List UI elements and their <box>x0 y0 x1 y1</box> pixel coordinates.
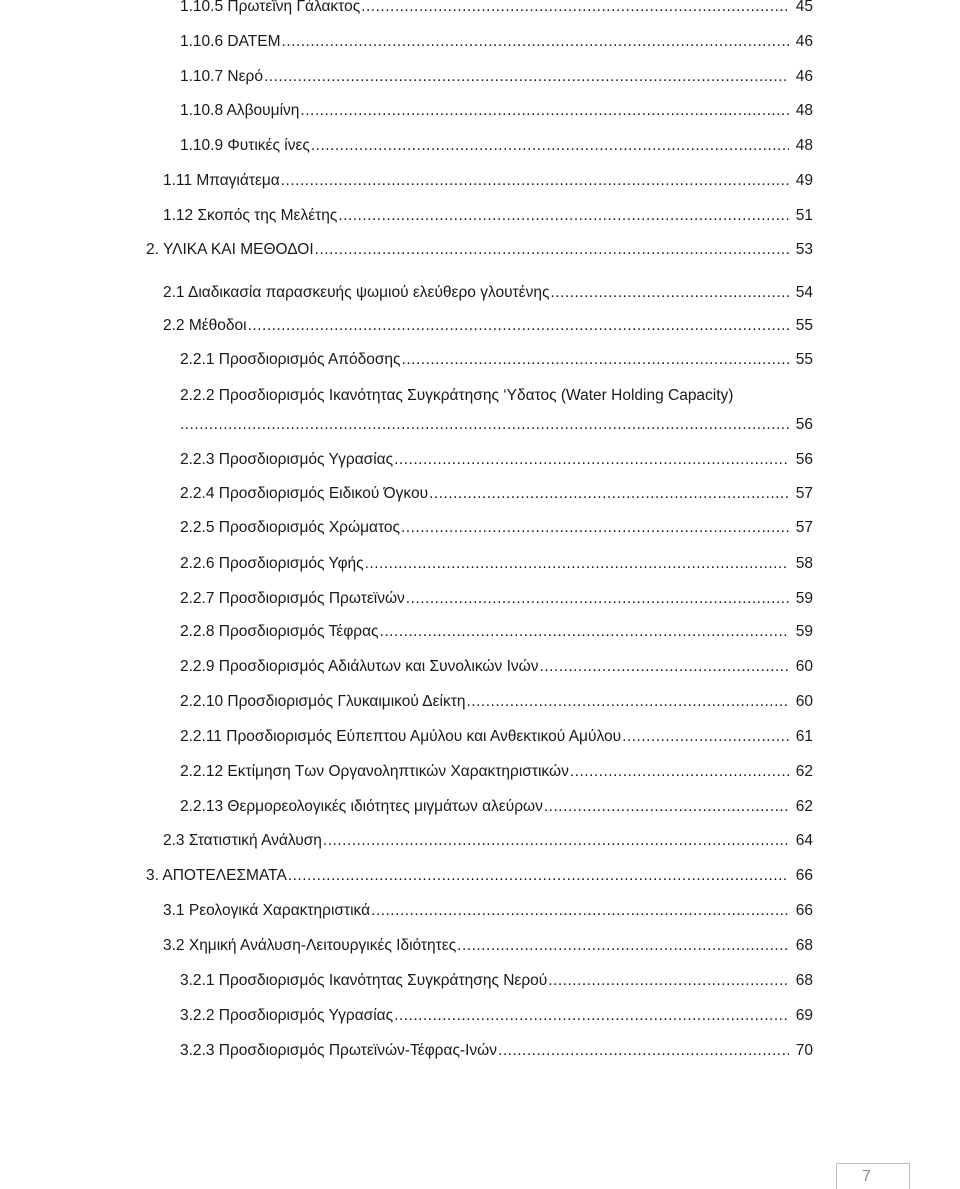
toc-dot-leader <box>406 589 789 609</box>
toc-entry-title: 2.2.8 Προσδιορισμός Τέφρας <box>180 623 379 640</box>
toc-entry-title: 2.2.12 Εκτίμηση Των Οργανοληπτικών Χαρακτηριστικών <box>180 763 569 780</box>
toc-entry-page: 69 <box>795 1007 813 1024</box>
toc-dot-leader <box>361 0 789 17</box>
toc-entry-page: 54 <box>795 284 813 301</box>
toc-entry-page: 56 <box>795 451 813 468</box>
toc-dot-leader <box>282 32 789 52</box>
toc-entry-page: 57 <box>795 519 813 536</box>
toc-entry-page: 46 <box>795 33 813 50</box>
toc-entry[interactable] <box>146 866 813 886</box>
toc-entry[interactable] <box>180 1041 813 1061</box>
toc-entry[interactable] <box>180 1006 813 1026</box>
toc-dot-leader <box>323 831 789 851</box>
toc-entry[interactable] <box>180 727 813 747</box>
toc-entry[interactable] <box>163 831 813 851</box>
toc-entry[interactable] <box>180 589 813 609</box>
page-number: 7 <box>862 1168 871 1185</box>
toc-entry-page: 68 <box>795 972 813 989</box>
toc-dot-leader <box>402 350 789 370</box>
toc-entry-page: 48 <box>795 102 813 119</box>
toc-entry[interactable] <box>180 762 813 782</box>
toc-entry-continuation[interactable] <box>180 415 813 435</box>
toc-dot-leader <box>264 67 789 87</box>
toc-dot-leader <box>622 727 789 747</box>
page-number-box <box>836 1163 910 1189</box>
toc-entry-title: 2.3 Στατιστική Ανάλυση <box>163 832 322 849</box>
toc-dot-leader <box>311 136 789 156</box>
toc-dot-leader <box>394 450 789 470</box>
toc-dot-leader <box>498 1041 789 1061</box>
toc-dot-leader <box>338 206 789 226</box>
toc-entry-page: 70 <box>795 1042 813 1059</box>
toc-dot-leader <box>380 622 789 642</box>
toc-dot-leader <box>371 901 789 921</box>
toc-entry-page: 60 <box>795 693 813 710</box>
toc-entry-title: 1.10.8 Αλβουμίνη <box>180 102 300 119</box>
toc-entry[interactable] <box>180 622 813 642</box>
toc-entry-page: 49 <box>795 172 813 189</box>
toc-entry-title: 2.2.3 Προσδιορισμός Υγρασίας <box>180 451 394 468</box>
toc-entry[interactable] <box>163 316 813 336</box>
toc-entry-title: 3.2.2 Προσδιορισμός Υγρασίας <box>180 1007 394 1024</box>
toc-entry-title: 1.10.5 Πρωτεΐνη Γάλακτος <box>180 0 361 15</box>
toc-entry[interactable] <box>180 797 813 817</box>
toc-entry-page: 48 <box>795 137 813 154</box>
toc-entry[interactable] <box>163 901 813 921</box>
toc-entry-page: 66 <box>795 867 813 884</box>
toc-entry-page: 66 <box>795 902 813 919</box>
toc-entry-page: 62 <box>795 763 813 780</box>
toc-entry[interactable] <box>180 136 813 156</box>
toc-entry[interactable] <box>180 67 813 87</box>
toc-entry-title: 1.11 Μπαγιάτεμα <box>163 172 280 189</box>
toc-entry[interactable] <box>163 936 813 956</box>
toc-entry-page: 61 <box>795 728 813 745</box>
toc-entry-title: 2.2.6 Προσδιορισμός Υφής <box>180 555 364 572</box>
toc-dot-leader <box>300 101 789 121</box>
toc-entry-title: 1.12 Σκοπός της Μελέτης <box>163 207 338 224</box>
toc-dot-leader <box>544 797 789 817</box>
toc-entry-title: 2.2.10 Προσδιορισμός Γλυκαιμικού Δείκτη <box>180 693 466 710</box>
toc-entry[interactable] <box>180 971 813 991</box>
toc-entry[interactable] <box>180 0 813 17</box>
toc-entry-page: 60 <box>795 658 813 675</box>
toc-entry[interactable] <box>180 518 813 538</box>
toc-entry-title: 3.2.3 Προσδιορισμός Πρωτεϊνών-Τέφρας-Ινών <box>180 1042 498 1059</box>
toc-entry[interactable] <box>180 554 813 574</box>
toc-entry[interactable] <box>180 657 813 677</box>
toc-dot-leader <box>315 240 789 260</box>
toc-dot-leader <box>281 171 789 191</box>
toc-entry-page: 53 <box>795 241 813 258</box>
toc-dot-leader <box>288 866 789 886</box>
toc-entry-page: 62 <box>795 798 813 815</box>
toc-entry-title: 2.2.4 Προσδιορισμός Ειδικού Όγκου <box>180 485 429 502</box>
toc-dot-leader <box>467 692 790 712</box>
toc-entry-page: 59 <box>795 623 813 640</box>
toc-entry[interactable] <box>163 206 813 226</box>
toc-entry-page: 55 <box>795 317 813 334</box>
toc-entry-title: 2.2.1 Προσδιορισμός Απόδοσης <box>180 351 401 368</box>
toc-entry[interactable] <box>180 484 813 504</box>
toc-entry-page: 51 <box>795 207 813 224</box>
toc-entry[interactable] <box>180 32 813 52</box>
toc-entry-title: 2. ΥΛΙΚΑ ΚΑΙ ΜΕΘΟΔΟΙ <box>146 241 314 258</box>
toc-entry-title: 2.2.7 Προσδιορισμός Πρωτεϊνών <box>180 590 405 607</box>
toc-dot-leader <box>539 657 789 677</box>
toc-dot-leader <box>548 971 789 991</box>
toc-entry-title: 2.2.11 Προσδιορισμός Εύπεπτου Αμύλου και Ανθεκτικού Αμύλου <box>180 728 622 745</box>
toc-entry-title: 3. ΑΠΟΤΕΛΕΣΜΑΤΑ <box>146 867 287 884</box>
toc-entry[interactable] <box>180 692 813 712</box>
toc-entry-title: 2.2.5 Προσδιορισμός Χρώματος <box>180 519 400 536</box>
toc-entry-page: 57 <box>795 485 813 502</box>
toc-entry-page: 45 <box>795 0 813 15</box>
toc-dot-leader <box>570 762 789 782</box>
toc-entry-title: 3.2 Χημική Ανάλυση-Λειτουργικές Ιδιότητες <box>163 937 457 954</box>
toc-entry-title: 1.10.9 Φυτικές ίνες <box>180 137 310 154</box>
toc-entry-title: 1.10.6 DATEM <box>180 33 281 50</box>
toc-entry-title[interactable]: 2.2.2 Προσδιορισμός Ικανότητας Συγκράτησης ‘Υδατος (Water Holding Capacity) <box>180 387 734 404</box>
toc-entry[interactable] <box>146 240 813 260</box>
toc-entry-page: 55 <box>795 351 813 368</box>
toc-entry-page: 58 <box>795 555 813 572</box>
toc-dot-leader <box>365 554 789 574</box>
toc-entry-title: 2.2 Μέθοδοι <box>163 317 247 334</box>
toc-dot-leader <box>394 1006 789 1026</box>
toc-entry-title: 2.2.9 Προσδιορισμός Αδιάλυτων και Συνολικών Ινών <box>180 658 539 675</box>
toc-entry-title: 1.10.7 Νερό <box>180 68 263 85</box>
toc-entry-page: 68 <box>795 937 813 954</box>
toc-entry-page: 56 <box>795 416 813 433</box>
toc-entry-title: 2.1 Διαδικασία παρασκευής ψωμιού ελεύθερο γλουτένης <box>163 284 550 301</box>
toc-entry[interactable] <box>180 450 813 470</box>
toc-dot-leader <box>429 484 789 504</box>
toc-dot-leader <box>248 316 789 336</box>
toc-entry[interactable] <box>180 101 813 121</box>
toc-entry[interactable] <box>163 283 813 303</box>
toc-dot-leader <box>550 283 789 303</box>
toc-dot-leader <box>401 518 789 538</box>
toc-entry-title: 2.2.13 Θερμορεολογικές ιδιότητες μιγμάτων αλεύρων <box>180 798 543 815</box>
toc-entry-page: 64 <box>795 832 813 849</box>
toc-dot-leader <box>457 936 789 956</box>
toc-entry-page: 59 <box>795 590 813 607</box>
toc-entry-title: 3.2.1 Προσδιορισμός Ικανότητας Συγκράτησης Νερού <box>180 972 548 989</box>
toc-entry[interactable] <box>163 171 813 191</box>
toc-entry[interactable] <box>180 350 813 370</box>
toc-entry-page: 46 <box>795 68 813 85</box>
toc-entry-title: 3.1 Ρεολογικά Χαρακτηριστικά <box>163 902 371 919</box>
toc-dot-leader <box>180 415 789 435</box>
